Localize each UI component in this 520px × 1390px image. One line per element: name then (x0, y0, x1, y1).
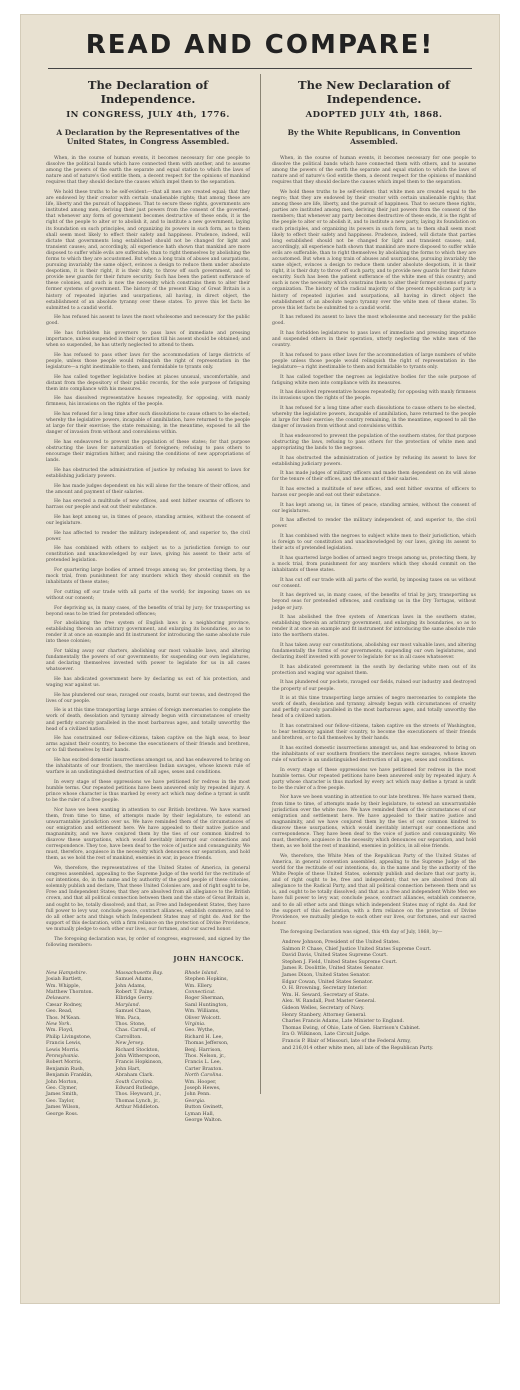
right-paragraph: It has dissolved representative houses repeatedly, for opposing with manly firmness its invasions upon the rights of the people. (272, 390, 476, 402)
signer-name: Stephen Hopkins, (184, 977, 229, 983)
official-name: Edgar Cowan, United States Senator. (282, 979, 374, 985)
left-paragraph: In every stage of these oppressions we have petitioned for redress in the most humble terms. Our repeated petitions have been answered only by repeated injury. A prince whose character is thus marked by every act which may define a tyrant is unfit to be the ruler of a free people. (46, 779, 250, 804)
right-paragraph: It has refused to pass other laws for the accommodation of large numbers of white people unless those people would relinquish the right of representation in the legislature—a right inestimable to them and formidable to tyrants only. (272, 352, 476, 370)
left-paragraph: He has made judges dependent on his will alone for the tenure of their offices, and the amount and payment of their salaries. (46, 483, 250, 495)
signer-name: Wm. Ellery. (184, 983, 213, 989)
signer-name: Benjamin Rush, (46, 1066, 85, 1072)
signer-name: Thomas Jefferson, (184, 1041, 229, 1047)
right-paragraph: It has cut off our trade with all parts of the world, by imposing taxes on us without our consent. (272, 577, 476, 589)
signer-name: Benj. Harrison, (184, 1047, 222, 1053)
signer-name: Geo. Read, (46, 1009, 73, 1015)
right-declaration-text (272, 156, 476, 937)
column-divider (260, 74, 261, 1094)
right-paragraph: It has called together the negroes as legislative bodies for the sole purpose of fatiguing white men into compliance with its measures. (272, 374, 476, 386)
signer-name: Virginia. (184, 1021, 206, 1027)
left-paragraph: He has refused for a long time after such dissolutions to cause others to be elected; whereby the legislative powers, incapable of annihilation, have returned to the people at large for their exercise; the state remaining, in the meantime, exposed to all the danger of invasion from without and convulsions within. (46, 412, 250, 436)
official-name: Thomas Ewing, of Ohio, Late of Gen. Harrison's Cabinet. (282, 1025, 421, 1031)
right-paragraph: It has endeavored to prevent the population of the southern states, for that purpose obstructing the laws, refusing to pass others for the protection of white men and appropriating the lands to the negroes. (272, 433, 476, 452)
right-paragraph: We, therefore, the White Men of the Republican Party of the United States of America, in general convention assembled, appealing to the Supreme Judge of the world for the rectitude of our intentions, do, in the name and by the authority of the White People of these United States, solemnly publish and declare that our party is, and of right ought to be, free and independent; that we are absolved from all allegiance to the Radical Party, and that all political connection between them and us is, and ought to be totally dissolved; and that as a free and independent White Men we have full power to levy war, conclude peace, contract alliances, establish commerce, and to do all other acts and things which independent States may of right do. And for the support of this declaration, with a firm reliance on the protection of Divine Providence, we mutually pledge to each other our lives, our fortunes, and our sacred honor. (272, 853, 476, 926)
right-paragraph: When, in the course of human events, it becomes necessary for one people to dissolve the political bands which have connected them with others, and to assume among the powers of the earth the separate and equal station to which the laws of nature and of nature's God entitle them, a decent respect for the opinions of mankind requires that they should declare the causes which impel them to the separation. (272, 156, 476, 186)
signers-column (115, 971, 180, 1125)
signer-name: Massachusetts Bay. (115, 970, 163, 976)
left-paragraph: Nor have we been wanting in attention to our British brethren. We have warned them, from time to time, of attempts made by their legislature, to extend an unwarrantable jurisdiction over us. We have reminded them of the circumstances of our emigration and settlement here. We have appealed to their native justice and magnanimity, and we have conjured them by the ties of our common kindred to disavow these usurpations, which would inevitably interrupt our connections and correspondence. They too, have been deaf to the voice of justice and consanguinity. We must, therefore, acquiesce in the necessity which denounces our separation, and hold them, as we hold the rest of mankind, enemies in war, in peace friends. (46, 807, 250, 862)
broadside-paper (20, 14, 500, 1304)
signer-name: Pennsylvania. (46, 1053, 80, 1059)
official-name: Gideon Welles, Secretary of Navy. (282, 1005, 365, 1011)
left-paragraph: He has endeavored to prevent the population of these states; for that purpose obstructing the laws for naturalization of foreigners; refusing to pass others to encourage their migration hither, and raising the conditions of new appropriations of lands. (46, 439, 250, 464)
left-paragraph: He has refused his assent to laws the most wholesome and necessary for the public good. (46, 315, 250, 327)
official-name: David Davis, United States Supreme Court. (282, 953, 388, 959)
signers-column (46, 971, 111, 1125)
official-name: O. H. Browning, Secretary Interior. (282, 986, 368, 992)
signer-name: Maryland. (115, 1002, 141, 1008)
right-paragraph: It has forbidden legislatures to pass laws of immediate and pressing importance and suspended others in their operation, utterly neglecting the white men of the country. (272, 331, 476, 349)
signer-name: Carrollton. (115, 1034, 142, 1040)
left-paragraph: He is at this time transporting large armies of foreign mercenaries to complete the work of death, desolation and tyranny already begun with circumstances of cruelty and perfidy scarcely paralleled in the most barbarous ages, and totally unworthy the head of a civilized nation. (46, 708, 250, 732)
signer-name: Carter Braxton. (184, 1066, 223, 1072)
signer-name: Delaware. (46, 996, 71, 1002)
signer-name: South Carolina. (115, 1079, 154, 1085)
signer-name: Francis Lewis, (46, 1041, 82, 1047)
signer-name: Richard Stockton, (115, 1047, 160, 1053)
left-paragraph: He has forbidden his governors to pass laws of immediate and pressing importance, unless suspended in their operation till his assent should be obtained; and when so suspended, he has utterly neglected to attend to them. (46, 331, 250, 349)
right-paragraph: It has erected a multitude of new offices, and sent hither swarms of officers to harass our people and eat out their substance. (272, 487, 476, 499)
right-paragraph: It has taken away our constitutions, abolishing our most valuable laws, and altering fundamentally the forms of our governments, suspending our own legislatures, and declaring itself invested with power to legislate for us in all cases whatsoever. (272, 642, 476, 661)
left-paragraph: For taking away our charters, abolishing our most valuable laws, and altering fundamentally the powers of our governments; for suspending our own legislatures, and declaring themselves invested with power to legislate for us in all cases whatsoever. (46, 649, 250, 673)
signer-name: Wm. Whipple, (46, 983, 81, 989)
left-declaration-text (46, 156, 250, 949)
official-name: Henry Stanbery, Attorney General. (282, 1012, 367, 1018)
signer-name: Oliver Wolcott. (184, 1015, 222, 1021)
right-paragraph: It has affected to render the military independent of, and superior to, the civil power. (272, 518, 476, 530)
official-name: James Dixon, United States Senator. (282, 972, 371, 978)
right-paragraph: It has kept among us, in times of peace, standing armies, without the consent of our legislatures. (272, 502, 476, 514)
left-column-date: IN CONGRESS, JULY 4th, 1776. (66, 110, 230, 120)
left-paragraph: He has erected a multitude of new offices, and sent hither swarms of officers to harrass our people and eat out their substance. (46, 499, 250, 511)
signer-name: James Smith, (46, 1092, 79, 1098)
right-paragraph: It has made judges of military officers and made them dependent on its will alone for the tenure of their offices, and the amount of their salaries. (272, 471, 476, 483)
signer-name: New Jersey. (115, 1041, 144, 1047)
left-paragraph: We, therefore, the representatives of the United States of America, in general congress assembled, appealing to the Supreme Judge of the world for the rectitude of our intentions, do, in the name and by authority of the good people of these colonies, solemnly publish and declare, That these United Colonies are, and of right ought to be, Free and Independent States; that they are absolved from all allegiance to the British crown, and that all political connection between them and the state of Great Britain is, and ought to be, totally dissolved; and that, as Free and Independent States, they have full power to levy war, conclude peace, contract alliances, establish commerce, and to do all other acts and things which Independent States may of right do. And for the support of this declaration, with a firm reliance on the protection of Divine Providence, we mutually pledge to each other our lives, our fortunes, and our sacred honor. (46, 865, 250, 932)
signer-name: John Morton, (46, 1079, 79, 1085)
left-paragraph: When, in the course of human events, it becomes necessary for one people to dissolve the political bands which have connected them with another, and to assume among the powers of the earth the separate and equal station to which the laws of nature and of nature's God entitle them, a decent respect for the opinions of mankind requires that they should declare the causes which impel them to the separation. (46, 156, 250, 186)
left-paragraph: For depriving us, in many cases, of the benefits of trial by jury; for transporting us beyond seas to be tried for pretended offences; (46, 605, 250, 617)
signer-name: New York. (46, 1021, 72, 1027)
signer-name: North Carolina. (184, 1073, 223, 1079)
left-paragraph: He has dissolved representative houses repeatedly, for opposing, with manly firmness, his invasions on the rights of the people. (46, 396, 250, 408)
right-paragraph: The foregoing Declaration was signed, this 4th day of July, 1868, by— (280, 930, 443, 936)
right-paragraph: It has plundered our pockets, ravaged our fields, ruined our industry and destroyed the property of our people. (272, 680, 476, 692)
right-paragraph: It is at this time transporting large armies of negro mercenaries to complete the work of death, desolation and tyranny, already begun with circumstances of cruelty and perfidy scarcely paralleled in the most barbarous ages, and totally unworthy the head of a civilized nation. (272, 696, 476, 720)
headline-rule (48, 68, 472, 69)
left-paragraph: He has excited domestic insurrections amongst us, and has endeavored to bring on the inhabitants of our frontiers, the merciless Indian savages, whose known rule of warfare is an undistinguished destruction of all ages, sexes and conditions. (46, 757, 250, 776)
signer-name: Roger Sherman, (184, 996, 225, 1002)
signer-name: Saml Huntington, (184, 1002, 228, 1008)
official-name: Andrew Johnson, President of the United States. (282, 940, 401, 945)
left-paragraph: He has combined with others to subject us to a jurisdiction foreign to our constitution and unacknowledged by our laws, giving his assent to their acts of pretended legislation. (46, 546, 250, 564)
left-paragraph: He has refused to pass other laws for the accommodation of large districts of people, unless those people would relinquish the right of representation in the legislature—a right inestimable to them, and formidable to tyrants only. (46, 352, 250, 370)
signer-name: George Walton. (184, 1118, 223, 1124)
left-column-1776 (46, 72, 250, 1124)
right-paragraph: It has abolished the free system of American laws in the southern states, establishing therein an arbitrary government, and enlarging its boundaries, so as to render it at once an example and fit instrument for introducing the same absolute rule into the northern states. (272, 615, 476, 639)
signer-name: Button Gwinett, (184, 1105, 224, 1111)
signer-name: Francis Hopkinson, (115, 1060, 163, 1066)
right-paragraph: It has obstructed the administration of justice by refusing its assent to laws for establishing judiciary powers. (272, 455, 476, 467)
official-name: Francis P. Blair of Missouri, late of the Federal Army, (282, 1038, 411, 1044)
signer-name: Lyman Hall, (184, 1111, 215, 1117)
official-name: Stephen J. Field, United States Supreme Court. (282, 959, 398, 965)
signers-column (185, 971, 250, 1125)
signer-name: Wm. Paca, (115, 1015, 141, 1021)
right-paragraph: It has constrained our fellow-citizens, taken captive on the streets of Washington, to bear testimony against their country, to become the executioners of their friends and brethren, or to fall themselves by their hands. (272, 724, 476, 742)
official-name: James R. Doolittle, United States Senator. (282, 966, 384, 972)
signers-grid (46, 971, 250, 1125)
official-name: Salmon P. Chase, Chief Justice United States Supreme Court. (282, 946, 432, 952)
signer-name: Robert Morris, (46, 1060, 83, 1066)
signer-name: John Adams, (115, 983, 146, 989)
signer-name: Wm. Floyd, (46, 1028, 74, 1034)
official-name: and 216,014 other white men, all late of the Republican Party. (282, 1045, 434, 1051)
signer-name: John Penn. (184, 1092, 211, 1098)
signer-name: Benjamin Franklin, (46, 1073, 93, 1079)
signer-name: Geo. Wythe, (184, 1028, 215, 1034)
right-paragraph: It has refused its assent to laws the most wholesome and necessary for the public good. (272, 315, 476, 327)
signer-name: Rhode Island. (184, 970, 219, 976)
signer-name: Thos. M'Kean. (46, 1015, 81, 1021)
left-column-subtitle: A Declaration by the Representatives of the United States, in Congress Assembled. (56, 128, 240, 146)
right-column-title: The New Declaration of Independence. (298, 78, 450, 106)
signer-name: Richard H. Lee, (184, 1034, 224, 1040)
left-paragraph: For quartering large bodies of armed troops among us; for protecting them, by a mock trial, from punishment for any murders which they should commit on the inhabitants of these states; (46, 568, 250, 586)
signer-name: Samuel Adams, (115, 977, 153, 983)
left-paragraph: For cutting off our trade with all parts of the world; for imposing taxes on us without our consent; (46, 589, 250, 601)
bottom-margin (20, 1304, 500, 1390)
left-paragraph: For abolishing the free system of English laws in a neighboring province, establishing therein an arbitrary government, and enlarging its boundaries, so as to render it at once an example and fit instrument for introducing the same absolute rule into these colonies; (46, 621, 250, 645)
left-paragraph: The foregoing declaration was, by order of congress, engrossed, and signed by the following members: (46, 936, 250, 948)
signer-name: New Hampshire. (46, 970, 88, 976)
signer-name: Wm. Williams, (184, 1009, 220, 1015)
signer-name: Joseph Hewes, (184, 1086, 221, 1091)
signer-name: Philip Livingstone, (46, 1034, 92, 1040)
signer-name: Thos. Stone, (115, 1021, 146, 1027)
right-paragraph: It has refused for a long time after such dissolutions to cause others to be elected, whereby the legislative powers, incapable of annihilation, have returned to the people at large for their exercise; the country remaining, in the meantime, exposed to all the danger of invasion from without and convulsions within. (272, 405, 476, 430)
right-paragraph: In every stage of these oppressions we have petitioned for redress in the most humble terms. Our repeated petitions have been answered only by repeated injury. A party whose character is thus marked by every act which may define a tyrant is unfit to be the ruler of a free people. (272, 767, 476, 791)
signer-name: Georgia. (184, 1098, 206, 1104)
signer-name: Abraham Clark. (115, 1073, 154, 1079)
signer-name: Cæsar Rodney, (46, 1002, 83, 1008)
right-paragraph: Nor have we been wanting in attention to our late brethren. We have warned them, from time to time, of attempts made by their legislature, to extend an unwarrantable jurisdiction over the white race. We have reminded them of the circumstances of our emigration and settlement here. We have appealed to their native justice and magnanimity, and we have conjured them by the ties of our common kindred to disavow these usurpations, which would inevitably interrupt our connections and correspondence. They have been deaf to the voice of justice and consanguinity. We must, therefore, acquiesce in the necessity which denounces our separation, and hold them, as we hold the rest of mankind, enemies in politics, in all else friends. (272, 795, 476, 850)
signer-name: Thomas Lynch, jr., (115, 1098, 160, 1104)
signer-name: Geo. Taylor, (46, 1098, 75, 1104)
left-paragraph: He has affected to render the military independent of, and superior to, the civil power. (46, 530, 250, 542)
official-name: Wm. H. Seward, Secretary of State. (282, 992, 370, 998)
left-paragraph: He has called together legislative bodies at places unusual, uncomfortable, and distant from the depository of their public records, for the sole purpose of fatiguing them into compliance with his measures. (46, 374, 250, 392)
headline: READ AND COMPARE! (85, 30, 435, 60)
right-paragraph: It has excited domestic insurrections amongst us, and has endeavored to bring on the inhabitants of our southern frontiers the merciless negro savages, whose known rule of warfare is an undistinguished destruction of all ages, sexes and conditions. (272, 745, 476, 763)
signer-name: George Ross. (46, 1111, 79, 1117)
official-name: Ira O. Wilkinson, Late Circuit Judge. (282, 1032, 371, 1038)
left-paragraph: He has obstructed the administration of justice by refusing his assent to laws for establishing judiciary powers. (46, 467, 250, 479)
official-name: Alex. W. Randall, Post Master General. (282, 999, 376, 1005)
signer-name: John Hart, (115, 1066, 141, 1072)
signer-name: Wm. Hooper, (184, 1079, 217, 1085)
right-column-1868 (272, 72, 476, 1052)
john-hancock-signature: JOHN HANCOCK. (173, 954, 244, 963)
signer-name: Matthew Thornton. (46, 989, 94, 995)
right-paragraph: It has combined with the negroes to subject white men to their jurisdiction, which is foreign to our constitution and unacknowledged by our laws, giving its assent to their acts of pretended legislation. (272, 534, 476, 552)
signer-name: Samuel Chase, (115, 1009, 152, 1015)
right-column-subtitle: By the White Republicans, in Convention Assembled. (287, 128, 461, 146)
signer-name: Lewis Morris. (46, 1047, 80, 1053)
signer-name: Arthur Middleton. (115, 1105, 160, 1111)
signer-name: Edward Rutledge, (115, 1086, 160, 1091)
signer-name: Chas. Carroll, of (115, 1028, 156, 1034)
left-paragraph: He has kept among us, in times of peace, standing armies, without the consent of our legislature. (46, 514, 250, 526)
signer-name: Connecticut. (184, 989, 216, 995)
right-paragraph: We hold these truths to be self-evident: that white men are created equal to the negro; that they are endowed by their creator with certain unalienable rights; that among these are life, liberty, and the pursuit of happiness. That to secure these rights, parties are instituted among men, deriving their just powers from the consent of the members; that whenever any party becomes destructive of these ends, it is the right of the people to alter or to abolish it, and to institute a new party, laying its foundation on such principles, and organizing its powers in such form, as to them shall seem most likely to effect their safety and happiness. Prudence, indeed, will dictate that parties long established should not be changed for light and transient causes; and, accordingly, all experience hath shown that mankind are more disposed to suffer while evils are sufferable, than to right themselves by abolishing the forms to which they are accustomed. But when a long train of abuses and usurpations, pursuing invariably the same object, evinces a design to reduce them under absolute despotism, it is their right, it is their duty to throw off such party, and to provide new guards for their future security. Such has been the patient sufferance of the white men of this country; and such is now the necessity which constrains them to alter their former systems of party organization. The history of the radical majority of the present republican party is a history of repeated injuries and usurpations, all having in direct object the establishment of an absolute negro tyranny over the white men of these states. To prove this let facts be submitted to a candid world. (272, 189, 476, 311)
signer-name: James Wilson, (46, 1105, 81, 1111)
signer-name: Thos. Heyward, jr., (115, 1092, 162, 1098)
right-column-date: ADOPTED JULY 4th, 1868. (305, 110, 443, 120)
signer-name: Thos. Nelson, jr., (184, 1053, 226, 1059)
signer-name: Robert T. Paine, (115, 989, 154, 995)
left-column-title: The Declaration of Independence. (87, 78, 209, 106)
left-paragraph: He has plundered our seas, ravaged our coasts, burnt our towns, and destroyed the lives of our people. (46, 692, 250, 704)
signer-name: Geo. Clymer, (46, 1086, 78, 1091)
signer-name: John Witherspoon, (115, 1053, 161, 1059)
official-name: Charles Francis Adams, Late Minister to England. (282, 1019, 405, 1025)
signer-name: Josiah Bartlett, (46, 977, 83, 983)
signer-name: Elbridge Gerry. (115, 996, 153, 1002)
right-paragraph: It has abdicated government in the south by declaring white men out of its protection and waging war against them. (272, 664, 476, 676)
left-paragraph: We hold these truths to be self-evident:—that all men are created equal; that they are endowed by their creator with certain unalienable rights; that among these are life, liberty and the pursuit of happiness. That to secure these rights, governments are instituted among men, deriving their just powers from the consent of the governed; that whenever any form of government becomes destructive of these ends, it is the right of the people to alter or to abolish it, and to institute a new government, laying its foundation on such principles, and organizing its powers in such form, as to them shall seem most likely to effect their safety and happiness. Prudence, indeed, will dictate that governments long established should not be changed for light and transient causes; and, accordingly, all experience hath shown that mankind are more disposed to suffer while evils are sufferable, than to right themselves by abolishing the forms to which they are accustomed. But when a long train of abuses and usurpations, pursuing invariably the same object, evinces a design to reduce them under absolute despotism, it is their right, it is their duty, to throw off such government, and to provide new guards for their future security. Such has been the patient sufferance of these colonies, and such is now the necessity which constrains them to alter their former systems of government. The history of the present King of Great Britain is a history of repeated injuries and usurpations, all having, in direct object, the establishment of an absolute tyranny over these states. To prove this let facts be submitted to a candid world. (46, 189, 250, 311)
left-paragraph: He has abdicated government here by declaring us out of his protection, and waging war against us. (46, 676, 250, 689)
right-paragraph: It has deprived us, in many cases, of the benefits of trial by jury, transporting us beyond seas for pretended offences, and confining us in the Dry Tortugas, without judge or jury. (272, 593, 476, 611)
officials-list (272, 940, 476, 1052)
signer-name: Francis L. Lee, (184, 1060, 222, 1066)
right-paragraph: It has quartered large bodies of armed negro troops among us, protecting them, by a mock trial, from punishment for any murders which they should commit on the inhabitants of these states. (272, 555, 476, 574)
left-paragraph: He has constrained our fellow-citizens, taken captive on the high seas, to bear arms against their country, to become the executioners of their friends and brethren, or to fall themselves by their hands. (46, 736, 250, 754)
